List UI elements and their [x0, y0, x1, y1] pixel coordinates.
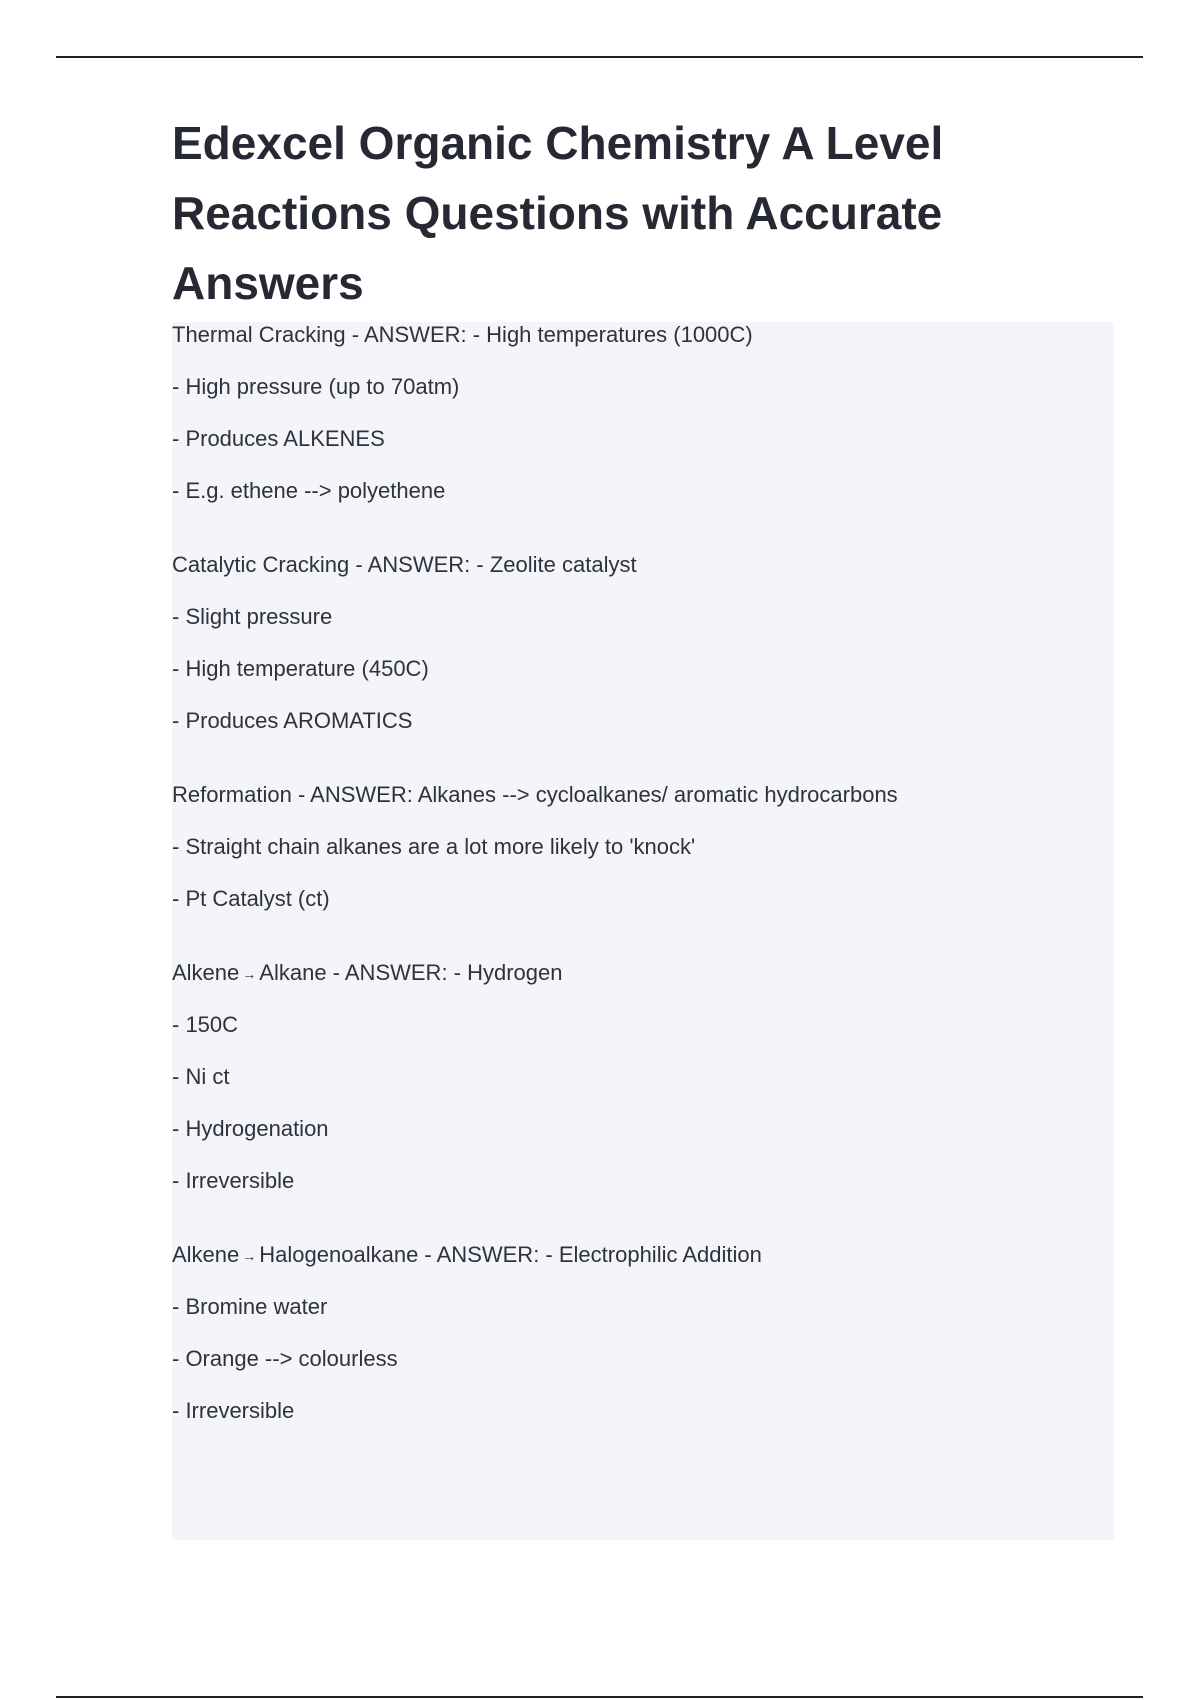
entry-line: - E.g. ethene --> polyethene [172, 478, 446, 503]
entry-reformation [172, 782, 1114, 912]
heading-rest: Halogenoalkane - ANSWER: - Electrophilic Addition [259, 1242, 762, 1267]
entry-catalytic-cracking [172, 552, 1114, 734]
entry-spacer [172, 1194, 1114, 1242]
entry-line: - 150C [172, 1012, 239, 1037]
entry-line: - Ni ct [172, 1064, 230, 1089]
entry-line: Catalytic Cracking - ANSWER: - Zeolite catalyst [172, 552, 637, 577]
entry-heading [172, 1242, 1114, 1268]
entry-line: Thermal Cracking - ANSWER: - High temperatures (1000C) [172, 322, 753, 347]
entry-line: - Hydrogenation [172, 1116, 329, 1141]
entry-line: - Bromine water [172, 1294, 328, 1319]
document-title: Edexcel Organic Chemistry A Level Reactions Questions with Accurate Answers [172, 117, 944, 309]
entry-thermal-cracking [172, 322, 1114, 504]
entry-alkene-to-halogenoalkane [172, 1242, 1114, 1424]
entry-heading [172, 960, 1114, 986]
entry-line: - Produces ALKENES [172, 426, 385, 451]
heading-rest: Alkane - ANSWER: - Hydrogen [259, 960, 563, 985]
entry-line: - Produces AROMATICS [172, 708, 413, 733]
entry-line: - High temperature (450C) [172, 656, 429, 681]
entry-line: - Irreversible [172, 1398, 295, 1423]
bottom-rule [56, 1696, 1143, 1698]
heading-from: Alkene [172, 960, 240, 985]
entry-line: - Irreversible [172, 1168, 295, 1193]
entry-line: - High pressure (up to 70atm) [172, 374, 460, 399]
entry-spacer [172, 504, 1114, 552]
entry-line: - Straight chain alkanes are a lot more likely to 'knock' [172, 834, 696, 859]
entry-spacer [172, 912, 1114, 960]
top-rule [56, 56, 1143, 58]
entry-alkene-to-alkane [172, 960, 1114, 1194]
right-arrow-icon: → [242, 1248, 257, 1265]
right-arrow-icon: → [242, 966, 257, 983]
entry-line: Reformation - ANSWER: Alkanes --> cycloalkanes/ aromatic hydrocarbons [172, 782, 898, 807]
entry-line: - Pt Catalyst (ct) [172, 886, 330, 911]
entry-line: - Slight pressure [172, 604, 333, 629]
entry-line: - Orange --> colourless [172, 1346, 398, 1371]
answers-panel [172, 322, 1114, 1540]
entry-spacer [172, 734, 1114, 782]
heading-from: Alkene [172, 1242, 240, 1267]
